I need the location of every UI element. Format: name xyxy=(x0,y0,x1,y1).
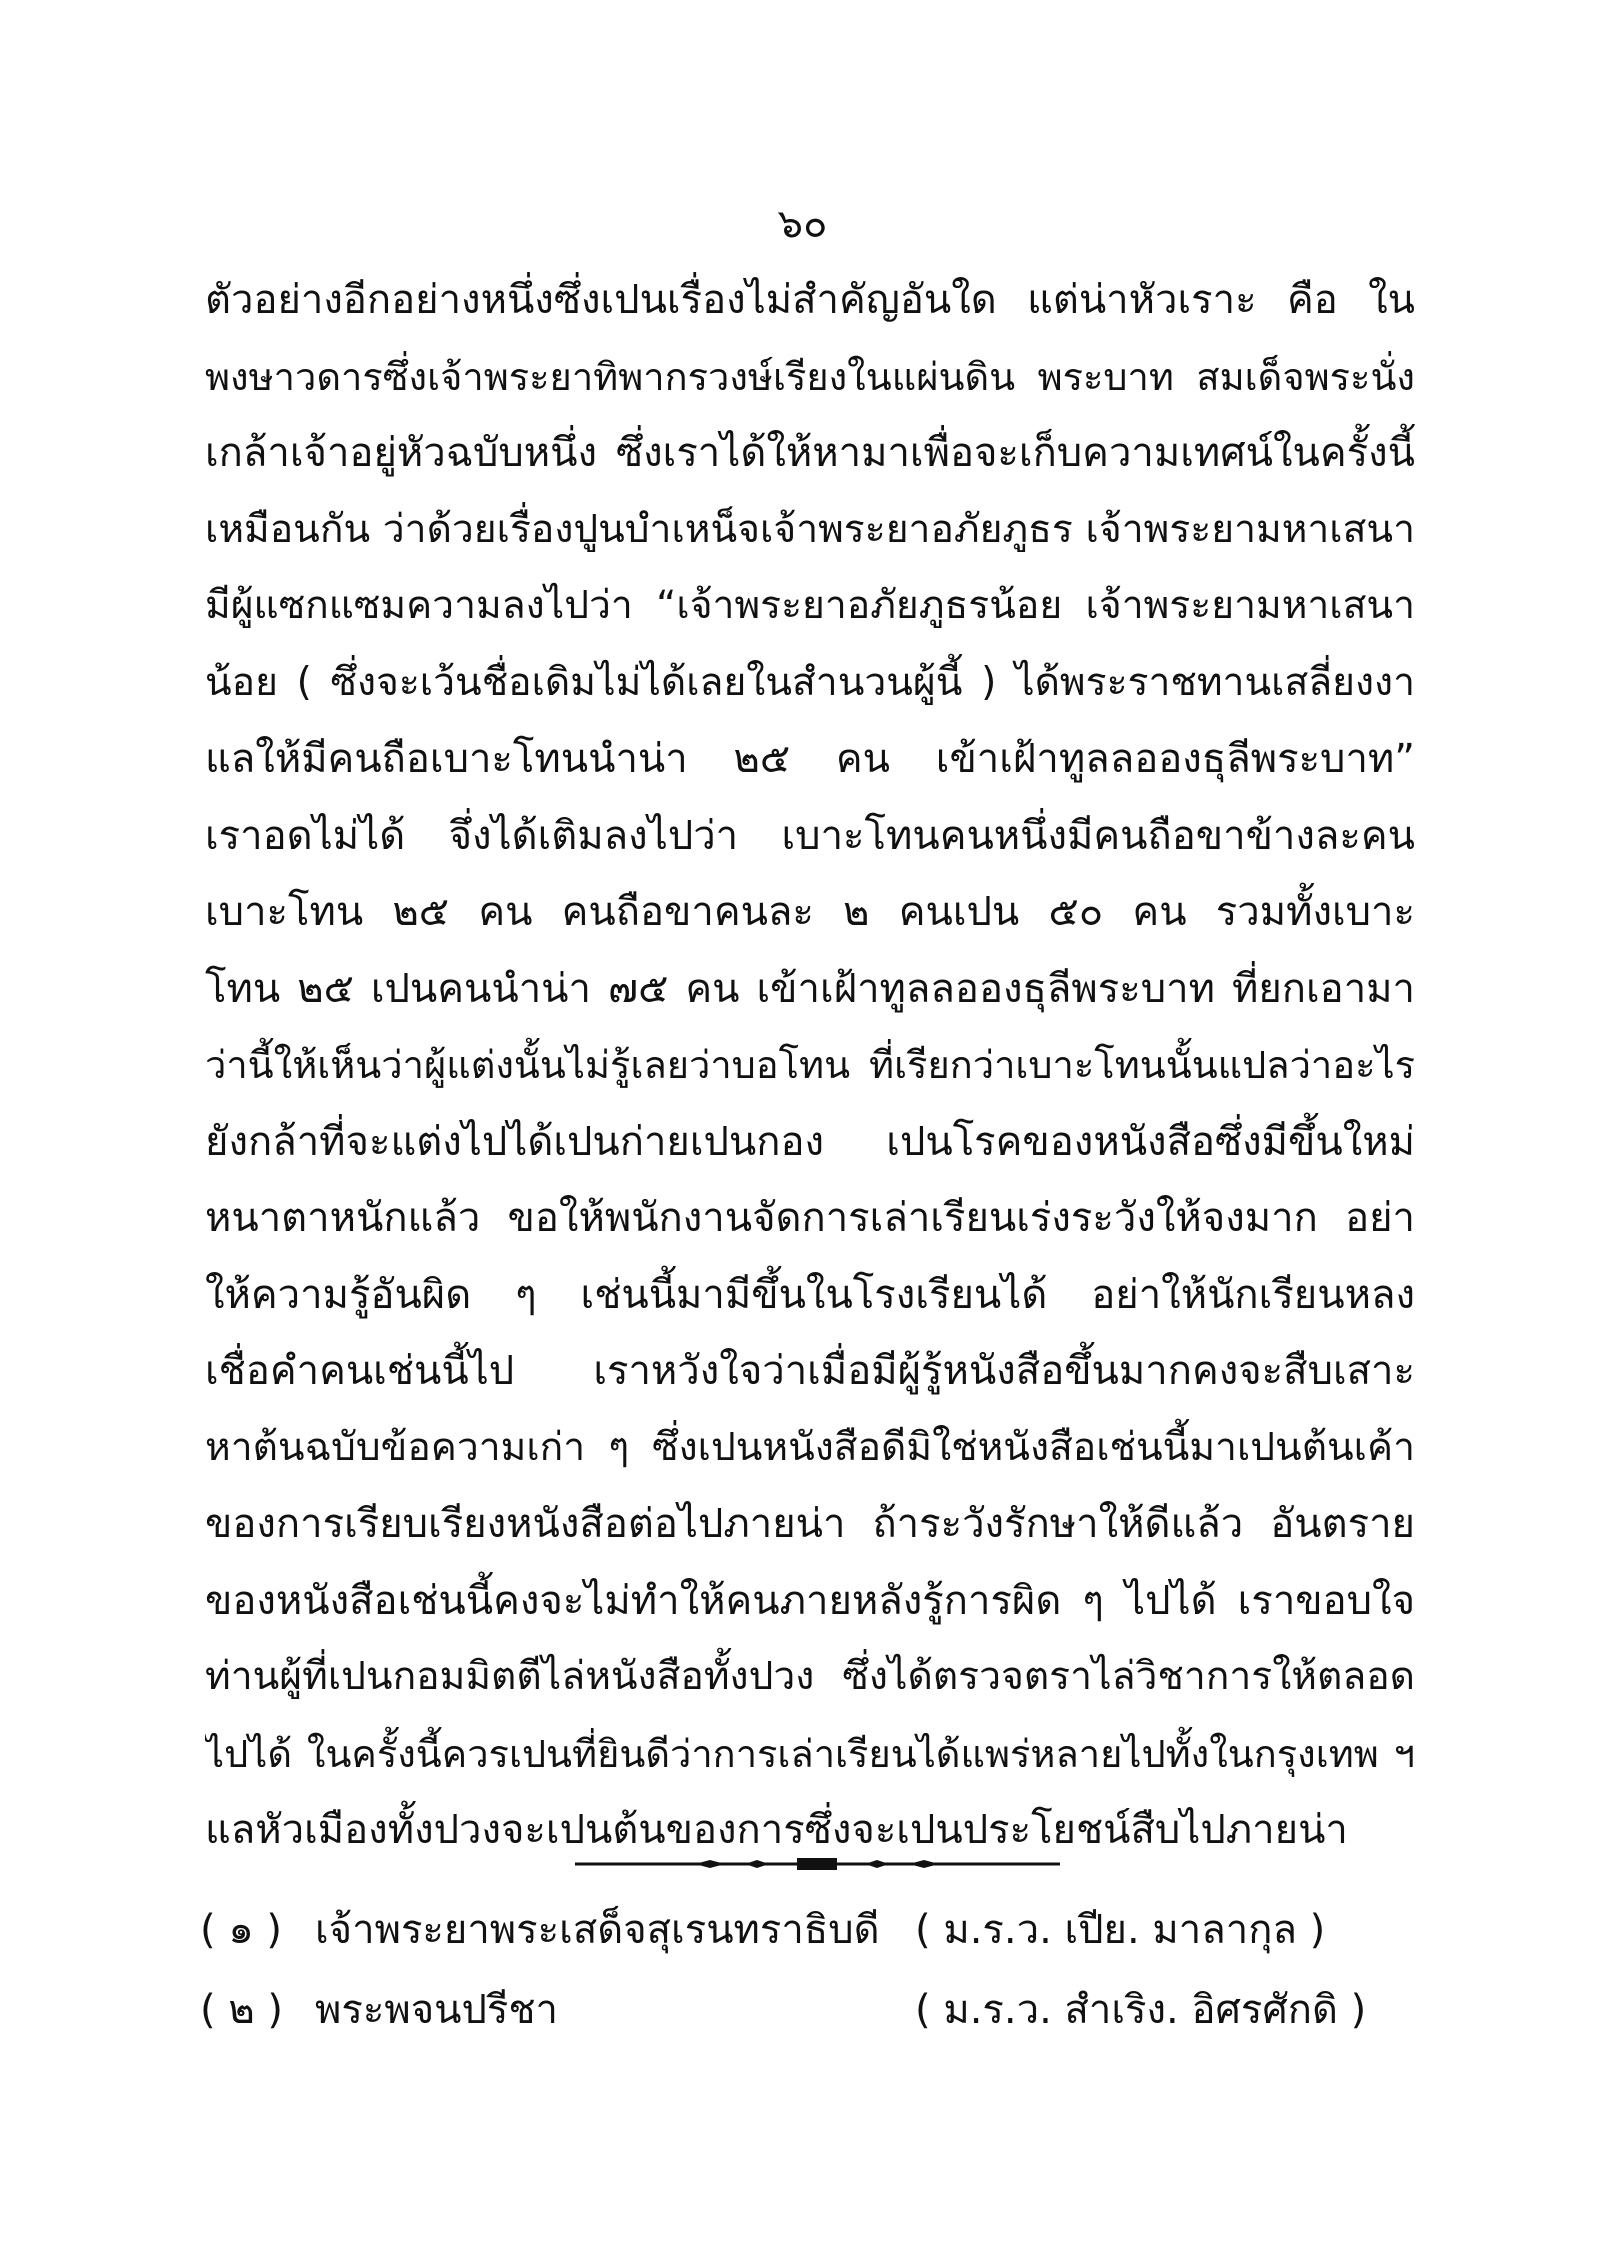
text-line: พงษาวดารซึ่งเจ้าพระยาทิพากรวงษ์เรียงในแผ่นดิน พระบาท สมเด็จพระนั่ง xyxy=(205,354,1415,399)
text-line: เราอดไม่ได้ จึ่งได้เติมลงไปว่า เบาะโทนคนหนึ่งมีคนถือขาข้างละคน xyxy=(205,812,1415,859)
footnote-name: เจ้าพระยาพระเสด็จสุเรนทราธิบดี xyxy=(315,1907,880,1953)
text-line: หาต้นฉบับข้อความเก่า ๆ ซึ่งเปนหนังสือดีมิใช่หนังสือเช่นนี้มาเปนต้นเค้า xyxy=(205,1424,1415,1470)
footnote-name: พระพจนปรีชา xyxy=(315,1987,558,2033)
page-number: ๖๐ xyxy=(777,201,828,247)
text-line: ว่านี้ให้เห็นว่าผู้แต่งนั้นไม่รู้เลยว่าบอโทน ที่เรียกว่าเบาะโทนนั้นแปลว่าอะไร xyxy=(205,1043,1415,1087)
text-line: ให้ความรู้อันผิด ๆ เช่นนี้มามีขึ้นในโรงเรียนได้ อย่าให้นักเรียนหลง xyxy=(205,1271,1415,1318)
text-line: หนาตาหนักแล้ว ขอให้พนักงานจัดการเล่าเรียนเร่งระวังให้จงมาก อย่า xyxy=(205,1195,1415,1241)
text-line: เกล้าเจ้าอยู่หัวฉบับหนึ่ง ซึ่งเราได้ให้หามาเพื่อจะเก็บความเทศน์ในครั้งนี้ xyxy=(205,430,1415,476)
footnote-marker: ( ๑ ) xyxy=(200,1907,283,1953)
footnote xyxy=(200,1970,1420,2050)
footnote-marker: ( ๒ ) xyxy=(200,1987,284,2033)
text-line: แลให้มีคนถือเบาะโทนนำน่า ๒๕ คน เข้าเฝ้าทูลลอองธุลีพระบาท” xyxy=(205,736,1415,782)
text-line: โทน ๒๕ เปนคนนำน่า ๗๕ คน เข้าเฝ้าทูลลอองธุลีพระบาท ที่ยกเอามา xyxy=(205,965,1415,1012)
footnote xyxy=(200,1890,1420,1970)
text-line: ไปได้ ในครั้งนี้ควรเปนที่ยินดีว่าการเล่าเรียนได้แพร่หลายไปทั้งในกรุงเทพ ฯ xyxy=(205,1731,1415,1776)
text-line: น้อย ( ซึ่งจะเว้นชื่อเดิมไม่ได้เลยในสำนวนผู้นี้ ) ได้พระราชทานเสลี่ยงงา xyxy=(205,659,1415,705)
text-line: ตัวอย่างอีกอย่างหนึ่งซึ่งเปนเรื่องไม่สำคัญอันใด แต่น่าหัวเราะ คือ ใน xyxy=(205,277,1415,323)
text-line-last: แลหัวเมืองทั้งปวงจะเปนต้นของการซึ่งจะเปนประโยชน์สืบไปภายน่า xyxy=(205,1807,1348,1853)
text-line: เชื่อคำคนเช่นนี้ไป เราหวังใจว่าเมื่อมีผู้รู้หนังสือขึ้นมากคงจะสืบเสาะ xyxy=(205,1348,1415,1394)
footnotes xyxy=(200,1890,1420,2050)
ornamental-divider xyxy=(575,1857,1060,1871)
text-line: ของการเรียบเรียงหนังสือต่อไปภายน่า ถ้าระวังรักษาให้ดีแล้ว อันตราย xyxy=(205,1501,1415,1547)
text-line: เหมือนกัน ว่าด้วยเรื่องปูนบำเหน็จเจ้าพระยาอภัยภูธร เจ้าพระยามหาเสนา xyxy=(205,506,1415,552)
body-text xyxy=(205,262,1415,1869)
text-line: ของหนังสือเช่นนี้คงจะไม่ทำให้คนภายหลังรู้การผิด ๆ ไปได้ เราขอบใจ xyxy=(205,1577,1415,1624)
text-line: ยังกล้าที่จะแต่งไปได้เปนก่ายเปนกอง เปนโรคของหนังสือซึ่งมีขึ้นใหม่ xyxy=(205,1118,1415,1165)
footnote-reference: ( ม.ร.ว. สำเริง. อิศรศักดิ ) xyxy=(915,1987,1367,2033)
text-line: เบาะโทน ๒๕ คน คนถือขาคนละ ๒ คนเปน ๕๐ คน รวมทั้งเบาะ xyxy=(205,889,1415,935)
footnote-reference: ( ม.ร.ว. เปีย. มาลากุล ) xyxy=(915,1907,1326,1953)
text-line: ท่านผู้ที่เปนกอมมิตตีไล่หนังสือทั้งปวง ซึ่งได้ตรวจตราไล่วิชาการให้ตลอด xyxy=(205,1654,1415,1699)
text-line: มีผู้แซกแซมความลงไปว่า “เจ้าพระยาอภัยภูธรน้อย เจ้าพระยามหาเสนา xyxy=(205,583,1415,628)
